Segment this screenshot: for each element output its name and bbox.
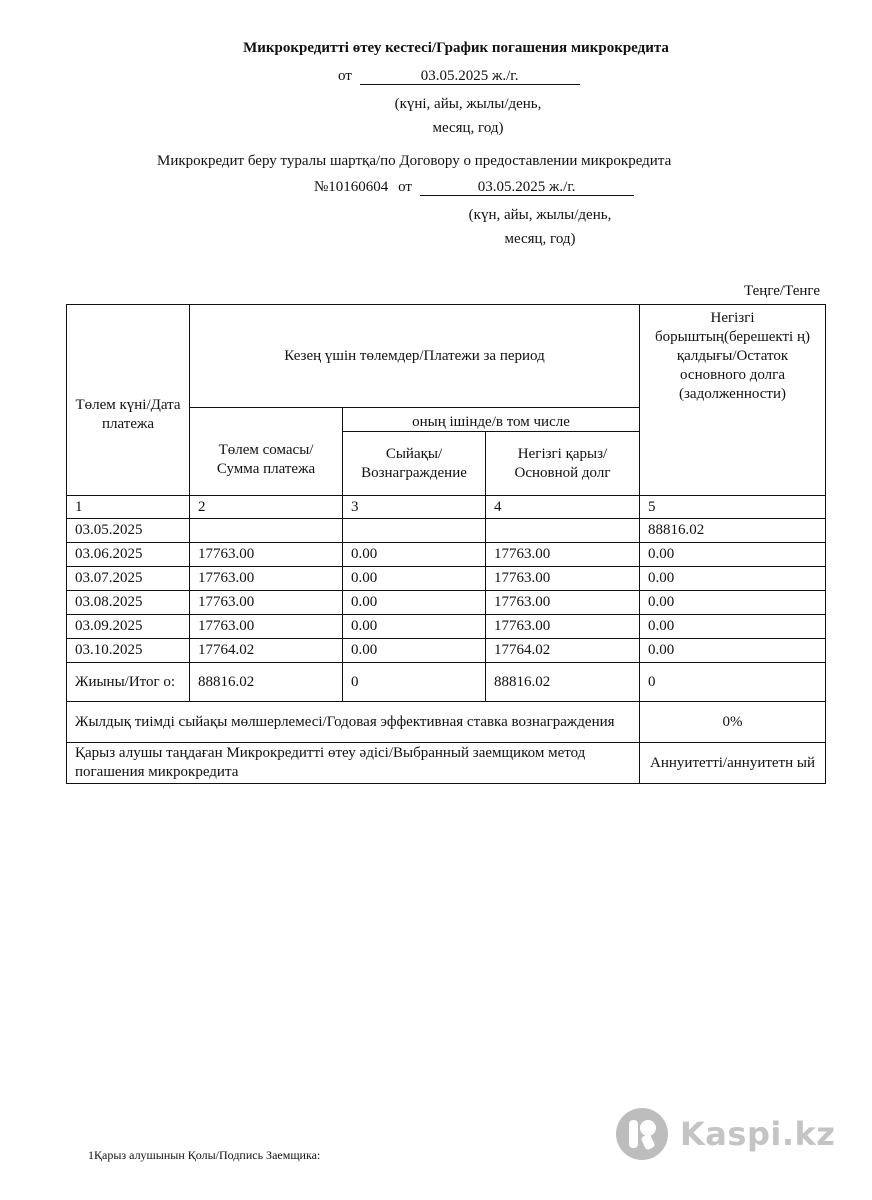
column-number-row xyxy=(67,496,826,519)
total-label: Жиыны/Итог о: xyxy=(67,663,190,702)
cell-amount: 17763.00 xyxy=(190,615,343,639)
header-principal: Негізгі қарыз/Основной долг xyxy=(486,432,640,496)
kaspi-brand-text: Kaspi.kz xyxy=(680,1115,836,1153)
date-hint-line-2: месяц, год) xyxy=(432,120,504,136)
kaspi-logo-icon xyxy=(616,1108,668,1160)
col-number-3: 3 xyxy=(343,496,486,519)
contract-date-hint xyxy=(440,203,640,251)
cell-reward: 0.00 xyxy=(343,543,486,567)
cell-date: 03.08.2025 xyxy=(67,591,190,615)
date-hint-line-1: (күні, айы, жылы/день, xyxy=(394,96,542,112)
table-row xyxy=(67,639,826,663)
header-including: оның ішінде/в том числе xyxy=(343,408,640,432)
total-balance: 0 xyxy=(640,663,826,702)
header-row-1 xyxy=(67,305,826,408)
cell-balance: 0.00 xyxy=(640,567,826,591)
document-title: Микрокредитті өтеу кестесі/График погашения микрокредита xyxy=(243,40,669,56)
header-payment-date: Төлем күні/Дата платежа xyxy=(67,305,190,496)
cell-date: 03.07.2025 xyxy=(67,567,190,591)
cell-amount: 17763.00 xyxy=(190,591,343,615)
contract-number: №10160604 xyxy=(314,179,389,195)
cell-date: 03.09.2025 xyxy=(67,615,190,639)
total-reward: 0 xyxy=(343,663,486,702)
cell-amount: 17763.00 xyxy=(190,567,343,591)
cell-balance: 88816.02 xyxy=(640,519,826,543)
cell-principal xyxy=(486,519,640,543)
cell-amount xyxy=(190,519,343,543)
col-number-2: 2 xyxy=(190,496,343,519)
from-prefix: от xyxy=(338,68,352,84)
header-payment-amount: Төлем сомасы/Сумма платежа xyxy=(190,408,343,496)
method-value: Аннуитетті/аннуитетн ый xyxy=(640,743,826,784)
total-principal: 88816.02 xyxy=(486,663,640,702)
signature-label: 1Қарыз алушынын Қолы/Подпись Заемщика: xyxy=(88,1148,321,1162)
schedule-date: 03.05.2025 ж./г. xyxy=(360,69,580,85)
cell-balance: 0.00 xyxy=(640,543,826,567)
cell-principal: 17763.00 xyxy=(486,591,640,615)
cell-reward: 0.00 xyxy=(343,615,486,639)
cell-amount: 17763.00 xyxy=(190,543,343,567)
cell-reward xyxy=(343,519,486,543)
cell-reward: 0.00 xyxy=(343,567,486,591)
currency-label: Теңге/Тенге xyxy=(744,283,820,299)
table-row xyxy=(67,567,826,591)
header-period-payments: Кезең үшін төлемдер/Платежи за период xyxy=(190,305,640,408)
kaspi-watermark xyxy=(616,1108,835,1160)
table-row xyxy=(67,615,826,639)
cell-principal: 17764.02 xyxy=(486,639,640,663)
payment-schedule-table xyxy=(66,304,826,784)
contract-number-line xyxy=(314,179,634,196)
date-hint xyxy=(368,92,568,140)
contract-line: Микрокредит беру туралы шартқа/по Договору о предоставлении микрокредита xyxy=(157,153,672,169)
table-row xyxy=(67,543,826,567)
cell-date: 03.10.2025 xyxy=(67,639,190,663)
rate-label: Жылдық тиімді сыйақы мөлшерлемесі/Годовая эффективная ставка вознаграждения xyxy=(67,702,640,743)
cell-date: 03.05.2025 xyxy=(67,519,190,543)
table-row xyxy=(67,591,826,615)
contract-hint-line-2: месяц, год) xyxy=(504,231,576,247)
col-number-5: 5 xyxy=(640,496,826,519)
method-row xyxy=(67,743,826,784)
header-reward: Сыйақы/ Вознаграждение xyxy=(343,432,486,496)
contract-hint-line-1: (күн, айы, жылы/день, xyxy=(468,207,612,223)
table-row xyxy=(67,519,826,543)
cell-reward: 0.00 xyxy=(343,639,486,663)
contract-from: от xyxy=(398,179,412,195)
contract-date: 03.05.2025 ж./г. xyxy=(420,180,634,196)
cell-amount: 17764.02 xyxy=(190,639,343,663)
cell-reward: 0.00 xyxy=(343,591,486,615)
method-label: Қарыз алушы таңдаған Микрокредитті өтеу әдісі/Выбранный заемщиком метод погашения микрокредита xyxy=(67,743,640,784)
cell-balance: 0.00 xyxy=(640,591,826,615)
cell-principal: 17763.00 xyxy=(486,567,640,591)
rate-row xyxy=(67,702,826,743)
cell-principal: 17763.00 xyxy=(486,615,640,639)
date-line xyxy=(338,68,580,85)
cell-date: 03.06.2025 xyxy=(67,543,190,567)
total-row xyxy=(67,663,826,702)
col-number-1: 1 xyxy=(67,496,190,519)
header-principal-balance: Негізгі борыштың(берешекті ң) қалдығы/Остаток основного долга (задолженности) xyxy=(640,305,826,496)
cell-balance: 0.00 xyxy=(640,639,826,663)
total-amount: 88816.02 xyxy=(190,663,343,702)
cell-principal: 17763.00 xyxy=(486,543,640,567)
col-number-4: 4 xyxy=(486,496,640,519)
rate-value: 0% xyxy=(640,702,826,743)
cell-balance: 0.00 xyxy=(640,615,826,639)
